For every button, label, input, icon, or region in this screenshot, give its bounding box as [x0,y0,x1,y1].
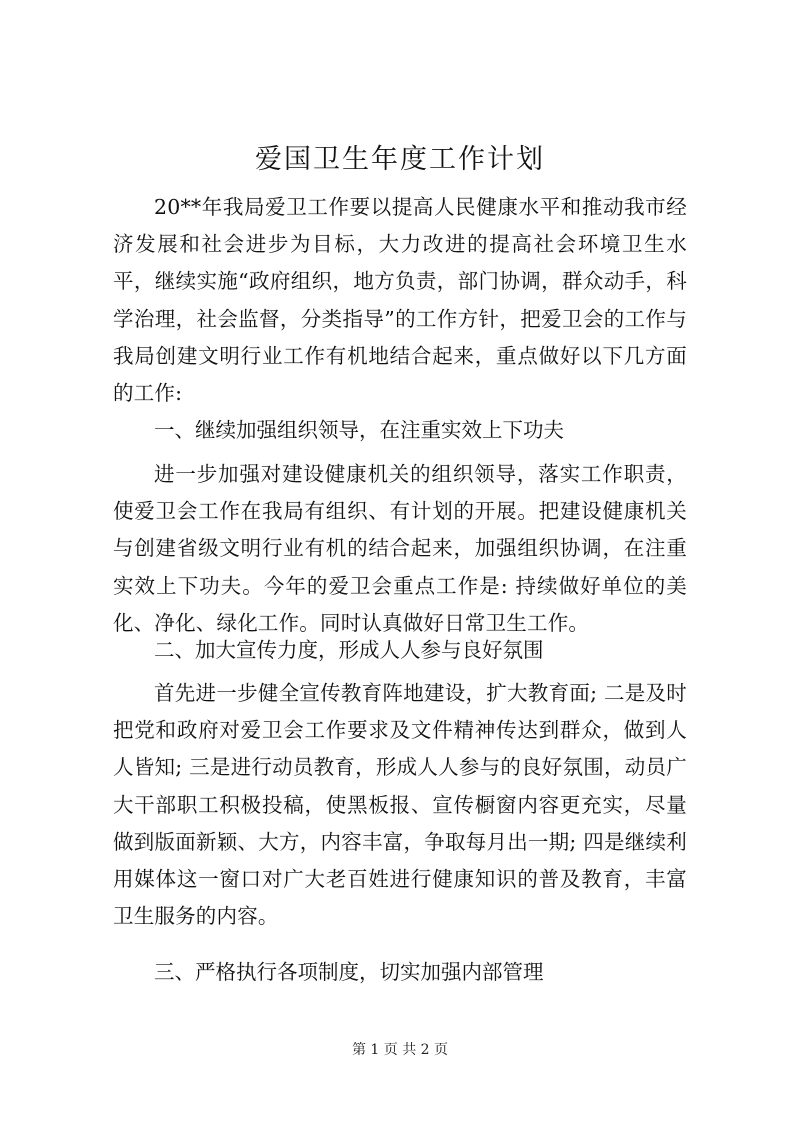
page-number-footer: 第 1 页 共 2 页 [351,1042,449,1058]
document-page [113,0,687,1131]
intro-paragraph: 20**年我局爱卫工作要以提高人民健康水平和推动我市经济发展和社会进步为目标，大力改进的提高社会环境卫生水平，继续实施“政府组织，地方负责，部门协调，群众动手，科学治理，社会监督，分类指导”的工作方针，把爱卫会的工作与我局创建文明行业工作有机地结合起来，重点做好以下几方面的工作: [113,195,687,406]
section-2-heading: 二、加大宣传力度，形成人人参与良好氛围 [154,638,544,662]
section-3-heading: 三、严格执行各项制度，切实加强内部管理 [154,960,544,984]
document-title: 爱国卫生年度工作计划 [255,144,545,175]
section-1-paragraph: 进一步加强对建设健康机关的组织领导，落实工作职责，使爱卫会工作在我局有组织、有计划的开展。把建设健康机关与创建省级文明行业有机的结合起来，加强组织协调，在注重实效上下功夫。今年的爱卫会重点工作是: 持续做好单位的美化、净化、绿化工作。同时认真做好日常卫生工作。 [113,462,687,635]
section-2-paragraph: 首先进一步健全宣传教育阵地建设，扩大教育面; 二是及时把党和政府对爱卫会工作要求及文件精神传达到群众，做到人人皆知; 三是进行动员教育，形成人人参与的良好氛围，动员广大干部职工积极投稿，使黑板报、宣传橱窗内容更充实，尽量做到版面新颖、大方，内容丰富，争取每月出一期; 四是继续利用媒体这一窗口对广大老百姓进行健康知识的普及教育，丰富卫生服务的内容。 [113,681,687,929]
section-1-heading: 一、继续加强组织领导，在注重实效上下功夫 [154,418,564,442]
